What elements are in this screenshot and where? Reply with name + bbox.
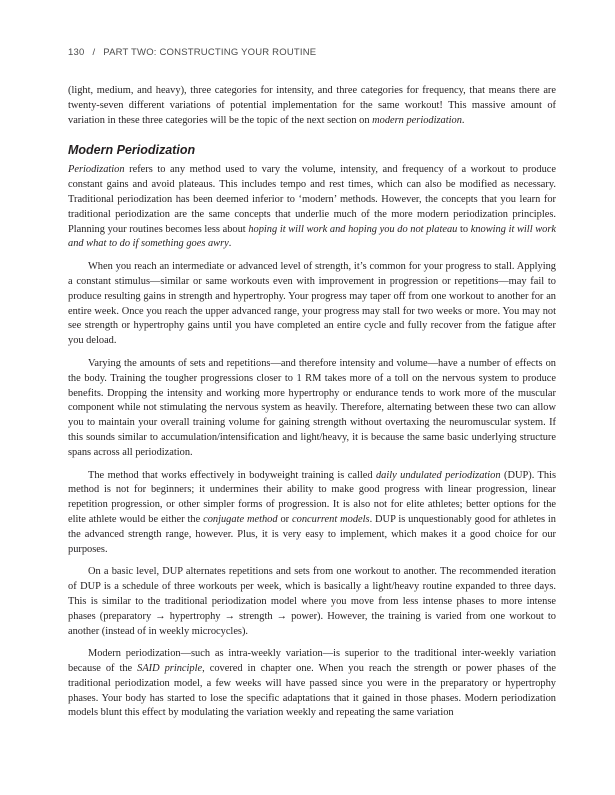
paragraph-2: When you reach an intermediate or advanced level of strength, it’s common for your progress to stall. Applying a constant stimulus—similar or same workouts even with improvement in progression or repetitions—may fail to produce resulting gains in strength and hypertrophy. Your progress may taper off from one workout to another for an entire week. Once you reach the upper advanced range, your progress may stall for two weeks or more. You may not see strength or hypertrophy gains until you have completed an entire cycle and fully recover from the fatigue after you deload. — [68, 261, 556, 347]
p6-emphasis-1: SAID principle — [137, 663, 203, 675]
p1-emphasis-1: Periodization — [68, 164, 125, 176]
p1-text-2: to — [457, 223, 471, 235]
intro-paragraph — [68, 84, 556, 128]
p1-text-1: refers to any method used to vary the volume, intensity, and frequency of a workout to produce constant gains and avoid plateaus. This includes tempo and rest times, which can also be modified as necessary. Traditional periodization has been deemed inferior to ‘modern’ methods. However, the concepts that you learn for traditional periodization are the same concepts that underlie much of the more modern periodization principles. Planning your routines becomes less about — [68, 164, 556, 235]
paragraph-1 — [68, 163, 556, 252]
page-number: 130 — [68, 47, 85, 58]
paragraph-4 — [68, 469, 556, 558]
paragraph-6 — [68, 647, 556, 721]
header-separator: / — [92, 47, 96, 58]
paragraph-5: On a basic level, DUP alternates repetitions and sets from one workout to another. The recommended iteration of DUP is a schedule of three workouts per week, which is basically a light/heavy routine expanded to three days. This is similar to the traditional periodization model where you move from less intense phases to more intense phases (preparatory → hypertrophy → strength → power). However, the training is varied from one workout to another (instead of in weekly microcycles). — [68, 566, 556, 637]
p6-text-1: Modern periodization—such as intra-weekly variation—is superior to the traditional inter-weekly variation because of the — [68, 648, 556, 675]
intro-text-2: . — [461, 114, 465, 126]
intro-emphasis: modern periodization — [372, 114, 462, 126]
p6-text-2: , covered in chapter one. When you reach the strength or power phases of the traditional periodization model, a few weeks will have passed since you were in the preparatory or hypertrophy phases. Your body has started to lose the specific adaptations that it gained in those phases. Modern periodization models blunt this effect by modulating the variation weekly and repeating the same variation — [68, 663, 556, 719]
p4-text-4: . DUP is unquestionably good for athletes in the advanced strength range, however. Plus, it is very easy to implement, which makes it a good choice for our purposes. — [68, 513, 556, 555]
p4-emphasis-2: conjugate method — [203, 513, 278, 525]
p1-emphasis-2: hoping it will work and hoping you do not plateau — [248, 223, 458, 235]
p4-emphasis-1: daily undulated periodization — [375, 469, 501, 481]
p1-text-3: . — [228, 238, 232, 250]
intro-text-1: (light, medium, and heavy), three categories for intensity, and three categories for frequency, that means there are twenty-seven different variations of potential implementation for the same workout! This massive amount of variation in these three categories will be the topic of the next section on — [68, 85, 556, 126]
page-body — [68, 84, 556, 721]
paragraph-3: Varying the amounts of sets and repetitions—and therefore intensity and volume—have a number of effects on the body. Training the tougher progressions closer to 1 RM takes more of a toll on the nervous system to produce benefits. Dropping the intensity and working more hypertrophy or endurance tends to work more of the muscular component while not stimulating the nervous system as heavily. Therefore, alternating between these two can allow you to maintain your overall training volume for gaining strength without overtaxing the neuromuscular system. If this sounds similar to accumulation/intensification and light/heavy, it is because the same basic underlying structure spans across all periodization. — [68, 357, 556, 458]
running-head — [68, 47, 316, 58]
p4-emphasis-3: concurrent models — [292, 513, 370, 525]
p4-text-1: The method that works effectively in bodyweight training is called — [88, 469, 376, 481]
p1-emphasis-3: knowing it will work and what to do if something goes awry — [68, 223, 557, 250]
section-heading: Modern Periodization — [68, 143, 196, 158]
p4-text-3: or — [277, 513, 293, 525]
p4-text-2: (DUP). This method is not for beginners; it undermines their ability to make good progress with linear progression, linear repetition progression, or other simpler forms of progression. It is also not for elite athletes; better options for the elite athlete would be either the — [68, 469, 556, 525]
part-title: PART TWO: CONSTRUCTING YOUR ROUTINE — [103, 47, 317, 58]
